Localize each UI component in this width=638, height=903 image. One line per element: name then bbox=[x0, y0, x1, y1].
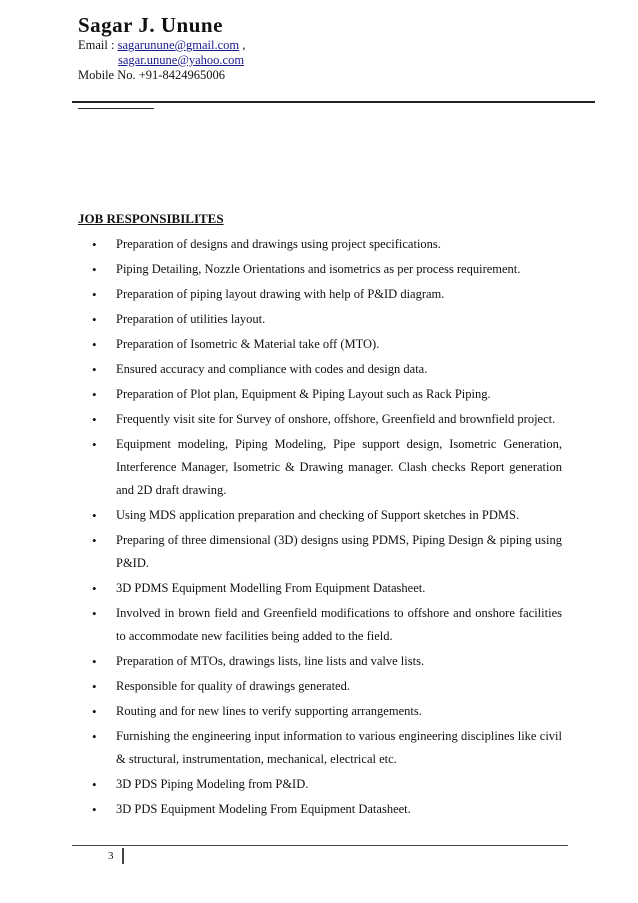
responsibility-text: Preparation of utilities layout. bbox=[116, 312, 266, 326]
bullet-icon: • bbox=[92, 508, 97, 523]
bullet-icon: • bbox=[92, 262, 97, 277]
responsibility-text: Equipment modeling, Piping Modeling, Pipe support design, Isometric Generation, Interference Manager, Isometric & Drawing manager. Clash checks Report generation and 2D draft drawing. bbox=[116, 437, 562, 497]
bullet-icon: • bbox=[92, 654, 97, 669]
bullet-icon: • bbox=[92, 387, 97, 402]
section-title: JOB RESPONSIBILITES bbox=[78, 211, 224, 226]
responsibility-text: Using MDS application preparation and checking of Support sketches in PDMS. bbox=[116, 508, 520, 522]
responsibility-text: Routing and for new lines to verify supporting arrangements. bbox=[116, 704, 422, 718]
bullet-icon: • bbox=[92, 729, 97, 744]
responsibility-item bbox=[92, 700, 562, 723]
responsibility-item bbox=[92, 798, 562, 821]
footer-divider bbox=[72, 845, 568, 846]
email-line-secondary bbox=[78, 53, 245, 68]
responsibility-item bbox=[92, 283, 562, 306]
header-divider bbox=[72, 101, 595, 103]
bullet-icon: • bbox=[92, 337, 97, 352]
responsibility-item bbox=[92, 675, 562, 698]
responsibility-text: 3D PDS Equipment Modeling From Equipment Datasheet. bbox=[116, 802, 411, 816]
bullet-icon: • bbox=[92, 312, 97, 327]
responsibility-text: Piping Detailing, Nozzle Orientations and isometrics as per process requirement. bbox=[116, 262, 521, 276]
mobile-number: Mobile No. +91-8424965006 bbox=[78, 68, 225, 82]
bullet-icon: • bbox=[92, 437, 97, 452]
responsibility-item bbox=[92, 773, 562, 796]
bullet-icon: • bbox=[92, 606, 97, 621]
responsibility-text: Preparing of three dimensional (3D) designs using PDMS, Piping Design & piping using P&ID. bbox=[116, 533, 562, 570]
responsibility-text: Involved in brown field and Greenfield modifications to offshore and onshore facilities to accommodate new facilities being added to the field. bbox=[116, 606, 562, 643]
page-number-separator bbox=[122, 848, 124, 864]
responsibility-text: Frequently visit site for Survey of onshore, offshore, Greenfield and brownfield project. bbox=[116, 412, 556, 426]
resume-header bbox=[78, 12, 245, 83]
responsibility-text: Preparation of Plot plan, Equipment & Piping Layout such as Rack Piping. bbox=[116, 387, 491, 401]
responsibility-text: Responsible for quality of drawings generated. bbox=[116, 679, 350, 693]
responsibility-text: Furnishing the engineering input information to various engineering disciplines like civil & structural, instrumentation, mechanical, electrical etc. bbox=[116, 729, 562, 766]
responsibility-item bbox=[92, 433, 562, 502]
header-short-divider bbox=[78, 108, 154, 109]
email-line bbox=[78, 38, 245, 53]
responsibility-item bbox=[92, 725, 562, 771]
responsibility-item bbox=[92, 529, 562, 575]
responsibility-text: Preparation of piping layout drawing with help of P&ID diagram. bbox=[116, 287, 445, 301]
email-separator: , bbox=[242, 38, 246, 52]
responsibility-item bbox=[92, 577, 562, 600]
page-number: 3 bbox=[108, 850, 114, 862]
bullet-icon: • bbox=[92, 581, 97, 596]
responsibility-text: Preparation of Isometric & Material take off (MTO). bbox=[116, 337, 380, 351]
bullet-icon: • bbox=[92, 412, 97, 427]
responsibility-item bbox=[92, 358, 562, 381]
responsibility-text: Ensured accuracy and compliance with codes and design data. bbox=[116, 362, 428, 376]
email-label: Email : bbox=[78, 38, 115, 52]
responsibility-item bbox=[92, 258, 562, 281]
bullet-icon: • bbox=[92, 777, 97, 792]
responsibilities-list bbox=[92, 233, 562, 823]
bullet-icon: • bbox=[92, 362, 97, 377]
bullet-icon: • bbox=[92, 237, 97, 252]
responsibility-item bbox=[92, 233, 562, 256]
candidate-name: Sagar J. Unune bbox=[78, 13, 223, 37]
responsibility-text: Preparation of MTOs, drawings lists, line lists and valve lists. bbox=[116, 654, 425, 668]
responsibility-item bbox=[92, 383, 562, 406]
responsibility-item bbox=[92, 408, 562, 431]
responsibility-item bbox=[92, 333, 562, 356]
bullet-icon: • bbox=[92, 679, 97, 694]
bullet-icon: • bbox=[92, 802, 97, 817]
responsibility-text: 3D PDMS Equipment Modelling From Equipment Datasheet. bbox=[116, 581, 426, 595]
responsibility-text: Preparation of designs and drawings using project specifications. bbox=[116, 237, 441, 251]
bullet-icon: • bbox=[92, 704, 97, 719]
responsibility-item bbox=[92, 504, 562, 527]
bullet-icon: • bbox=[92, 533, 97, 548]
responsibility-item bbox=[92, 308, 562, 331]
bullet-icon: • bbox=[92, 287, 97, 302]
email-link-secondary[interactable]: sagar.unune@yahoo.com bbox=[118, 53, 245, 67]
responsibility-item bbox=[92, 650, 562, 673]
responsibility-item bbox=[92, 602, 562, 648]
responsibility-text: 3D PDS Piping Modeling from P&ID. bbox=[116, 777, 309, 791]
email-link-primary[interactable]: sagarunune@gmail.com bbox=[117, 38, 240, 52]
